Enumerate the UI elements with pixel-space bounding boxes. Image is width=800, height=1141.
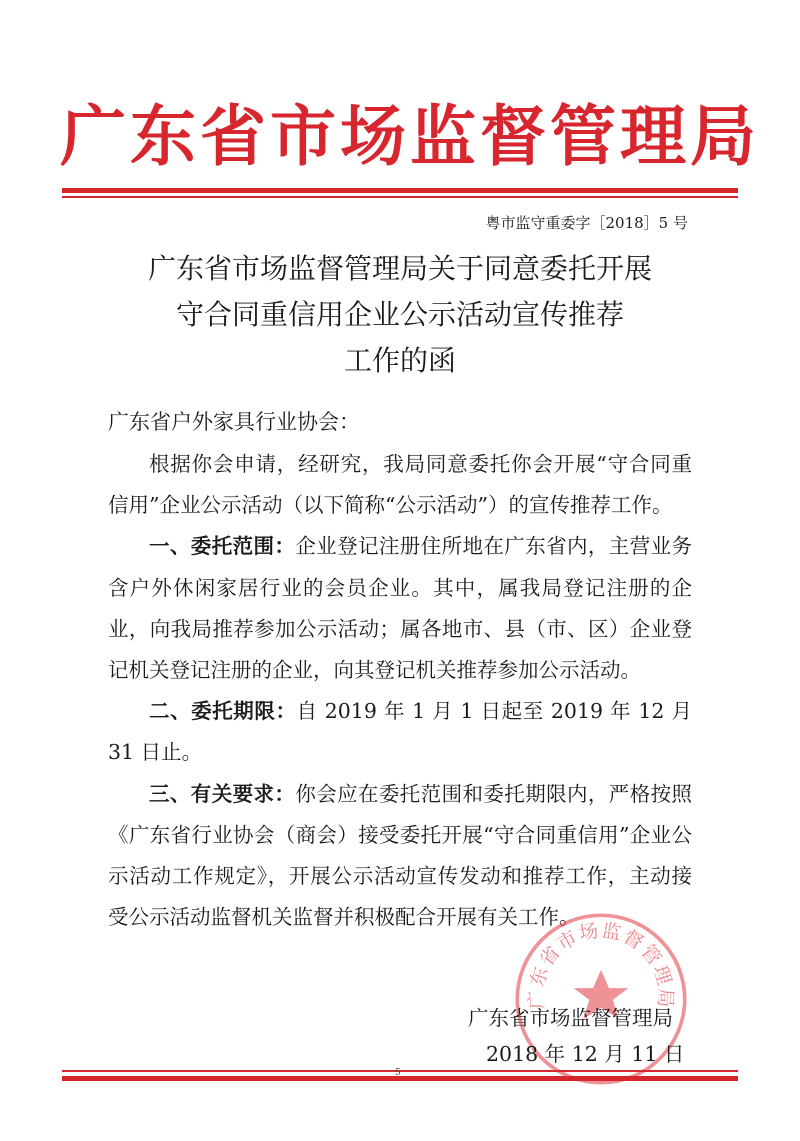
paragraph-scope bbox=[108, 526, 692, 691]
document-number: 粤市监守重委字［2018］5 号 bbox=[485, 214, 688, 232]
period-text: 自 2019 年 1 月 1 日起至 2019 年 12 月 31 日止。 bbox=[108, 699, 692, 765]
paragraph-period bbox=[108, 691, 692, 773]
seal-text: 广东省市场监督管理局 bbox=[524, 918, 678, 1010]
header-rule-thin bbox=[62, 196, 738, 198]
masthead-title: 广东省市场监督管理局 bbox=[60, 97, 760, 175]
scope-heading: 一、委托范围： bbox=[149, 534, 296, 559]
signature-date: 2018 年 12 月 11 日 bbox=[486, 1042, 685, 1066]
header-rule-thick bbox=[62, 188, 738, 193]
title-line-2: 守合同重信用企业公示活动宣传推荐 bbox=[175, 298, 624, 331]
requirements-heading: 三、有关要求： bbox=[149, 781, 296, 806]
signature-organization: 广东省市场监督管理局 bbox=[468, 1006, 673, 1030]
period-heading: 二、委托期限： bbox=[149, 699, 297, 724]
title-line-3: 工作的函 bbox=[343, 344, 456, 377]
addressee: 广东省户外家具行业协会： bbox=[108, 410, 360, 434]
requirements-text: 你会应在委托范围和委托期限内，严格按照《广东省行业协会（商会）接受委托开展“守合同重信用”企业公示活动工作规定》，开展公示活动宣传发动和推荐工作，主动接受公示活动监督机关监督并积极配合开展有关工作。 bbox=[108, 781, 693, 930]
letter-body bbox=[108, 444, 692, 938]
paragraph-intro: 根据你会申请，经研究，我局同意委托你会开展“守合同重信用”企业公示活动（以下简称“公示活动”）的宣传推荐工作。 bbox=[108, 452, 692, 518]
page-number: 5 bbox=[395, 1068, 401, 1078]
scope-text: 企业登记注册住所地在广东省内，主营业务含户外休闲家居行业的会员企业。其中，属我局登记注册的企业，向我局推荐参加公示活动；属各地市、县（市、区）企业登记机关登记注册的企业，向其登记机关推荐参加公示活动。 bbox=[108, 534, 693, 683]
title-line-1: 广东省市场监督管理局关于同意委托开展 bbox=[147, 252, 652, 285]
